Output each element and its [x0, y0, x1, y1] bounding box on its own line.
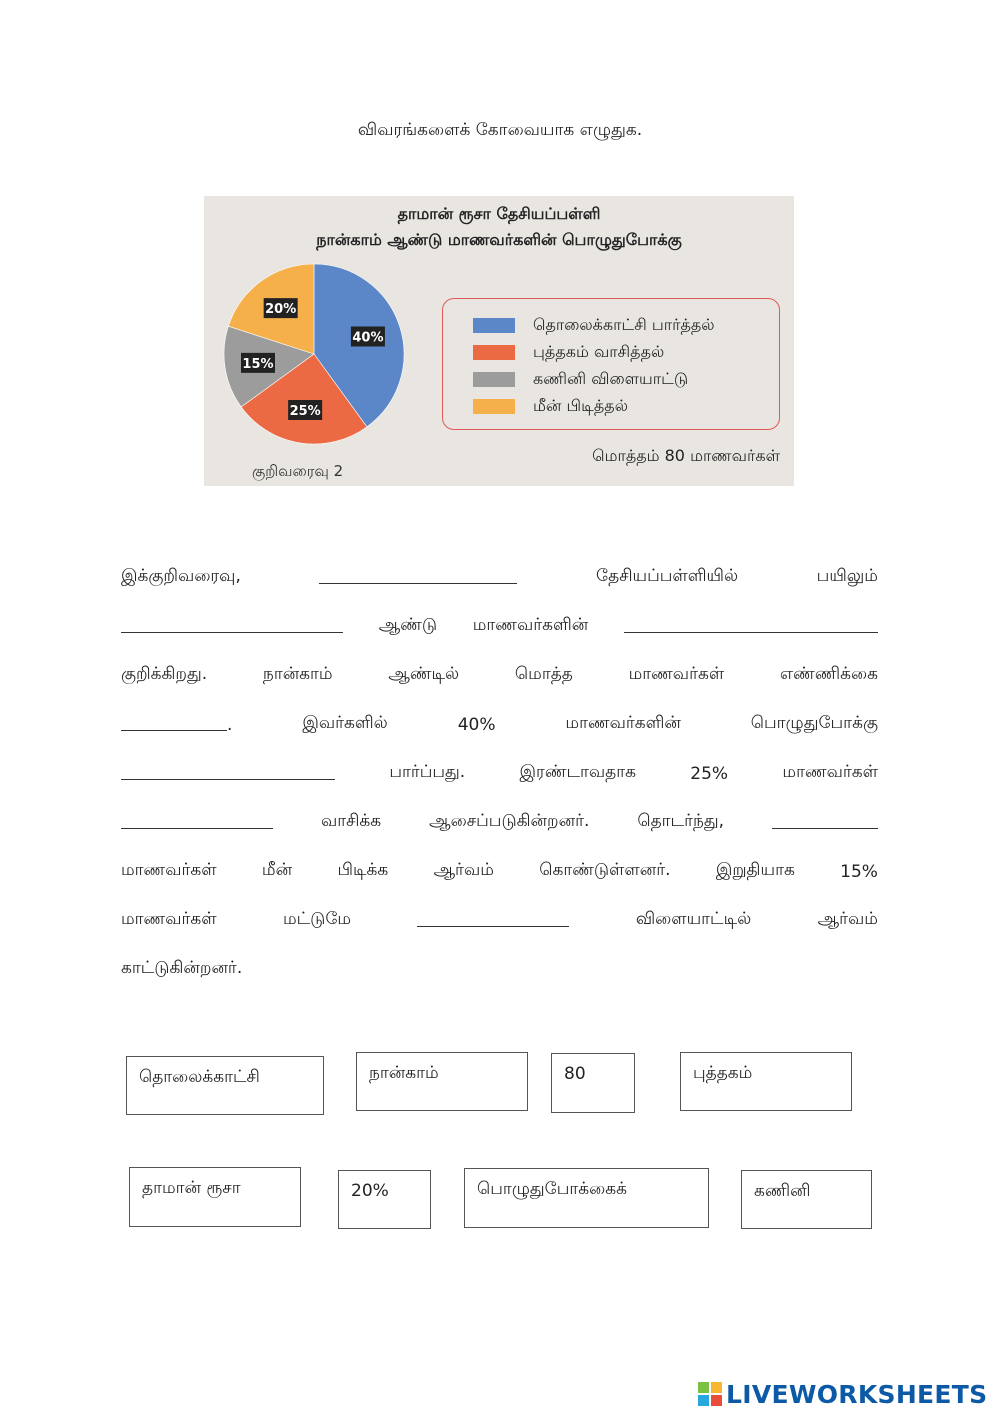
answer-blank-6[interactable] — [121, 828, 273, 829]
paragraph-word: கொண்டுள்ளனர். — [539, 860, 671, 880]
paragraph-word: 40% — [457, 715, 496, 735]
paragraph-line-8 — [121, 901, 878, 931]
legend-item — [473, 396, 628, 416]
answer-blank-2[interactable] — [121, 632, 343, 633]
paragraph-word: ஆண்டில் — [388, 664, 460, 684]
paragraph-word: மாணவர்கள் — [782, 762, 878, 782]
paragraph-word: பிடிக்க — [337, 860, 389, 880]
paragraph-word: 15% — [840, 862, 878, 882]
period: . — [227, 715, 233, 735]
instruction-text: விவரங்களைக் கோவையாக எழுதுக. — [357, 120, 643, 140]
paragraph-word: இவர்களில் — [302, 713, 388, 733]
chart-title-line2: நான்காம் ஆண்டு மாணவர்களின் பொழுதுபோக்கு — [316, 230, 682, 249]
answer-blank-4[interactable] — [121, 730, 227, 731]
logo-grid-icon — [698, 1382, 722, 1406]
liveworksheets-logo — [698, 1378, 987, 1410]
legend-swatch — [473, 372, 515, 387]
paragraph-line-7 — [121, 852, 878, 882]
paragraph-word: விளையாட்டில் — [635, 909, 752, 929]
paragraph-word: மீன் — [261, 860, 293, 880]
paragraph-word: இரண்டாவதாக — [519, 762, 636, 782]
chart-legend — [442, 298, 780, 430]
paragraph-word: ஆர்வம் — [817, 909, 878, 929]
paragraph-word: மொத்த — [514, 664, 573, 684]
paragraph-word: ஆண்டு — [378, 615, 438, 635]
paragraph-word: மாணவர்களின் — [472, 615, 589, 635]
word-bank-item[interactable]: கணினி — [741, 1170, 872, 1229]
paragraph-word: 25% — [690, 764, 729, 784]
pie-data-label: 20% — [265, 302, 297, 318]
paragraph-word: ஆர்வம் — [433, 860, 494, 880]
word-bank-item[interactable]: நான்காம் — [356, 1052, 528, 1111]
chart-total-label: மொத்தம் 80 மாணவர்கள் — [592, 446, 780, 465]
legend-item — [473, 369, 688, 389]
answer-blank-7[interactable] — [772, 828, 878, 829]
paragraph-word: இக்குறிவரைவு, — [121, 566, 241, 586]
chart-caption: குறிவரைவு 2 — [252, 462, 344, 480]
chart-title-line1: தாமான் ரூசா தேசியப்பள்ளி — [397, 204, 601, 223]
word-bank-item[interactable]: புத்தகம் — [680, 1052, 852, 1111]
paragraph-line-2 — [121, 607, 878, 637]
paragraph-word: பொழுதுபோக்கு — [750, 713, 878, 733]
pie-chart-figure — [204, 196, 794, 486]
paragraph-word: மாணவர்கள் — [628, 664, 725, 684]
word-bank-item[interactable]: தொலைக்காட்சி — [126, 1056, 324, 1115]
legend-label: புத்தகம் வாசித்தல் — [533, 341, 665, 361]
answer-blank-3[interactable] — [624, 632, 878, 633]
paragraph-word: தொடர்ந்து, — [637, 811, 725, 831]
logo-text: LIVEWORKSHEETS — [726, 1379, 988, 1409]
word-bank-item[interactable]: பொழுதுபோக்கைக் — [464, 1168, 709, 1228]
paragraph-word: எண்ணிக்கை — [779, 664, 878, 684]
word-bank-item[interactable]: 20% — [338, 1170, 431, 1229]
paragraph-word: மட்டுமே — [282, 909, 352, 929]
paragraph-word: வாசிக்க — [320, 811, 382, 831]
answer-blank-1[interactable] — [319, 583, 517, 584]
paragraph-line-9 — [121, 950, 878, 980]
paragraph-word: தேசியப்பள்ளியில் — [596, 566, 739, 586]
paragraph-line-1 — [121, 558, 878, 588]
paragraph-word: பார்ப்பது. — [389, 762, 466, 782]
word-bank-item[interactable]: தாமான் ரூசா — [129, 1167, 301, 1227]
legend-label: தொலைக்காட்சி பார்த்தல் — [533, 314, 715, 334]
paragraph-word: காட்டுகின்றனர். — [121, 958, 243, 978]
word-bank-item[interactable]: 80 — [551, 1053, 635, 1113]
paragraph-word: மாணவர்கள் — [121, 909, 217, 929]
paragraph-line-3 — [121, 656, 878, 686]
legend-label: கணினி விளையாட்டு — [533, 368, 689, 388]
answer-blank-8[interactable] — [417, 926, 569, 927]
paragraph-word: மாணவர்கள் — [121, 860, 217, 880]
answer-blank-5[interactable] — [121, 779, 335, 780]
paragraph-line-5 — [121, 754, 878, 784]
legend-label: மீன் பிடித்தல் — [533, 395, 628, 415]
pie-data-label: 15% — [242, 356, 274, 372]
blank-with-period — [121, 715, 232, 735]
paragraph-word: ஆசைப்படுகின்றனர். — [429, 811, 590, 831]
legend-item — [473, 342, 664, 362]
paragraph-word: இறுதியாக — [715, 860, 795, 880]
legend-swatch — [473, 399, 515, 414]
legend-item — [473, 315, 715, 335]
paragraph-word: நான்காம் — [262, 664, 333, 684]
paragraph-word: மாணவர்களின் — [565, 713, 681, 733]
paragraph-line-4 — [121, 705, 878, 735]
pie-data-label: 25% — [289, 404, 321, 420]
pie-data-label: 40% — [352, 330, 384, 346]
paragraph-word: பயிலும் — [816, 566, 878, 586]
paragraph-word: குறிக்கிறது. — [121, 664, 208, 684]
legend-swatch — [473, 318, 515, 333]
legend-swatch — [473, 345, 515, 360]
paragraph-line-6 — [121, 803, 878, 833]
